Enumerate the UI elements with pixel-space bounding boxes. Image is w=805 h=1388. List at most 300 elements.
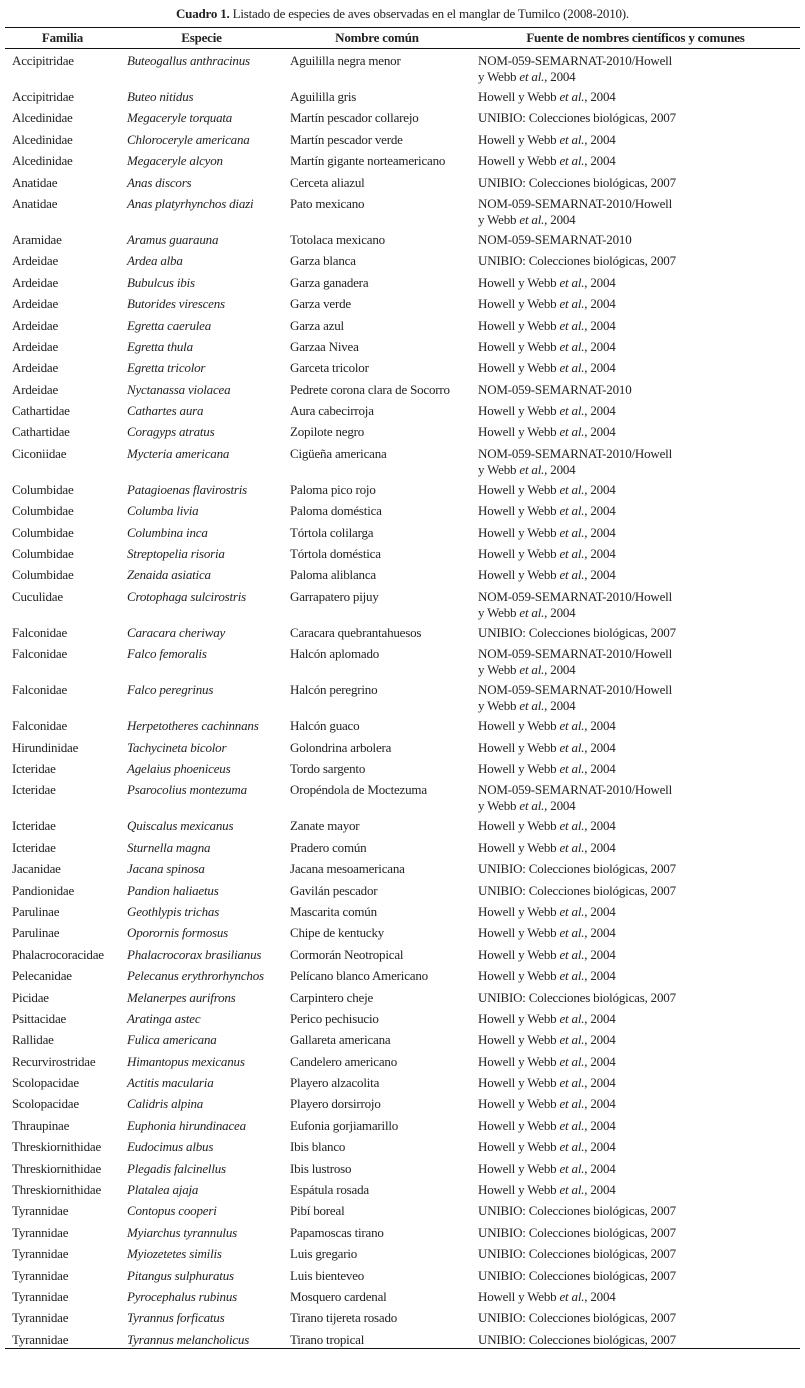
nombre-comun-cell: Luis bienteveo bbox=[290, 1267, 365, 1283]
familia-cell: Icteridae bbox=[12, 818, 56, 834]
especie-cell: Tyrannus melancholicus bbox=[127, 1331, 250, 1347]
fuente-cell: Howell y Webb et al., 2004 bbox=[478, 546, 616, 562]
fuente-cell: Howell y Webb et al., 2004 bbox=[478, 903, 616, 919]
nombre-comun-cell: Golondrina arbolera bbox=[290, 739, 392, 755]
fuente-cell: Howell y Webb et al., 2004 bbox=[478, 360, 616, 376]
fuente-cell: Howell y Webb et al., 2004 bbox=[478, 403, 616, 419]
fuente-cell: Howell y Webb et al., 2004 bbox=[478, 89, 616, 104]
et-al-text: et al. bbox=[559, 818, 585, 834]
nombre-comun-cell: Garza blanca bbox=[290, 253, 356, 269]
nombre-comun-cell: Papamoscas tirano bbox=[290, 1224, 384, 1240]
especie-cell: Herpetotheres cachinnans bbox=[127, 718, 259, 734]
especie-cell: Tyrannus forficatus bbox=[127, 1310, 225, 1326]
especie-cell: Bubulcus ibis bbox=[127, 274, 195, 290]
fuente-cell: NOM-059-SEMARNAT-2010 bbox=[478, 231, 632, 247]
fuente-cell: Howell y Webb et al., 2004 bbox=[478, 739, 616, 755]
fuente-cell: Howell y Webb et al., 2004 bbox=[478, 296, 616, 312]
especie-cell: Himantopus mexicanus bbox=[127, 1053, 245, 1069]
header-especie: Especie bbox=[181, 30, 222, 45]
especie-cell: Megaceryle alcyon bbox=[127, 153, 223, 169]
fuente-cell: Howell y Webb et al., 2004 bbox=[478, 1010, 616, 1026]
et-al-text: et al. bbox=[519, 662, 545, 678]
et-al-text: et al. bbox=[559, 1053, 585, 1069]
table-row bbox=[5, 420, 800, 441]
fuente-cell: UNIBIO: Colecciones biológicas, 2007 bbox=[478, 253, 676, 269]
table-row bbox=[5, 314, 800, 335]
fuente-cell: Howell y Webb et al., 2004 bbox=[478, 1075, 616, 1091]
nombre-comun-cell: Tórtola doméstica bbox=[290, 546, 381, 562]
familia-cell: Tyrannidae bbox=[12, 1331, 69, 1347]
fuente-cell: Howell y Webb et al., 2004 bbox=[478, 1288, 616, 1304]
table-row bbox=[5, 1242, 800, 1263]
nombre-comun-cell: Luis gregario bbox=[290, 1246, 358, 1262]
familia-cell: Aramidae bbox=[12, 231, 62, 247]
especie-cell: Agelaius phoeniceus bbox=[127, 760, 231, 776]
fuente-cell: UNIBIO: Colecciones biológicas, 2007 bbox=[478, 1246, 676, 1262]
nombre-comun-cell: Tirano tropical bbox=[290, 1331, 365, 1347]
fuente-cell: Howell y Webb et al., 2004 bbox=[478, 1053, 616, 1069]
et-al-text: et al. bbox=[559, 946, 585, 962]
familia-cell: Cuculidae bbox=[12, 588, 63, 604]
nombre-comun-cell: Aura cabecirroja bbox=[290, 403, 374, 419]
table-row bbox=[5, 714, 800, 735]
table-row bbox=[5, 292, 800, 313]
familia-cell: Ciconiidae bbox=[12, 445, 67, 461]
familia-cell: Columbidae bbox=[12, 524, 74, 540]
table-row bbox=[5, 836, 800, 857]
familia-cell: Columbidae bbox=[12, 546, 74, 562]
especie-cell: Buteogallus anthracinus bbox=[127, 53, 250, 68]
familia-cell: Pandionidae bbox=[12, 882, 75, 898]
et-al-text: et al. bbox=[519, 604, 545, 620]
familia-cell: Falconidae bbox=[12, 624, 68, 640]
familia-cell: Psittacidae bbox=[12, 1010, 67, 1026]
familia-cell: Icteridae bbox=[12, 839, 56, 855]
et-al-text: et al. bbox=[559, 1010, 585, 1026]
fuente-cell: Howell y Webb et al., 2004 bbox=[478, 946, 616, 962]
fuente-cell: Howell y Webb et al., 2004 bbox=[478, 338, 616, 354]
familia-cell: Ardeidae bbox=[12, 338, 59, 354]
familia-cell: Threskiornithidae bbox=[12, 1160, 102, 1176]
fuente-cell: UNIBIO: Colecciones biológicas, 2007 bbox=[478, 1310, 676, 1326]
fuente-cell: Howell y Webb et al., 2004 bbox=[478, 131, 616, 147]
et-al-text: et al. bbox=[559, 1096, 585, 1112]
et-al-text: et al. bbox=[559, 839, 585, 855]
familia-cell: Alcedinidae bbox=[12, 153, 73, 169]
nombre-comun-cell: Cerceta aliazul bbox=[290, 174, 365, 190]
caption-label: Cuadro 1. bbox=[175, 6, 230, 21]
fuente-cell: Howell y Webb et al., 2004 bbox=[478, 1160, 616, 1176]
especie-cell: Columba livia bbox=[127, 503, 199, 519]
fuente-cell: Howell y Webb et al., 2004 bbox=[478, 760, 616, 776]
table-row bbox=[5, 335, 800, 356]
table-row bbox=[5, 499, 800, 520]
table-row bbox=[5, 442, 800, 478]
table-row bbox=[5, 106, 800, 127]
table-row bbox=[5, 879, 800, 900]
nombre-comun-cell: Playero dorsirrojo bbox=[290, 1096, 381, 1112]
table-row bbox=[5, 1157, 800, 1178]
familia-cell: Ardeidae bbox=[12, 274, 59, 290]
nombre-comun-cell: Martín gigante norteamericano bbox=[290, 153, 446, 169]
especie-cell: Falco femoralis bbox=[127, 646, 207, 662]
table-row bbox=[5, 678, 800, 714]
fuente-cell: Howell y Webb et al., 2004 bbox=[478, 1182, 616, 1198]
table-row bbox=[5, 521, 800, 542]
especie-cell: Streptopelia risoria bbox=[127, 546, 225, 562]
fuente-cell: Howell y Webb et al., 2004 bbox=[478, 317, 616, 333]
especie-cell: Contopus cooperi bbox=[127, 1203, 217, 1219]
fuente-cell: Howell y Webb et al., 2004 bbox=[478, 1139, 616, 1155]
et-al-text: et al. bbox=[519, 798, 545, 814]
et-al-text: et al. bbox=[519, 69, 545, 84]
et-al-text: et al. bbox=[559, 567, 585, 583]
et-al-text: et al. bbox=[559, 360, 585, 376]
nombre-comun-cell: Mascarita común bbox=[290, 903, 377, 919]
familia-cell: Falconidae bbox=[12, 646, 68, 662]
nombre-comun-cell: Paloma pico rojo bbox=[290, 481, 376, 497]
familia-cell: Icteridae bbox=[12, 760, 56, 776]
fuente-cell: Howell y Webb et al., 2004 bbox=[478, 567, 616, 583]
et-al-text: et al. bbox=[559, 481, 585, 497]
nombre-comun-cell: Halcón guaco bbox=[290, 718, 360, 734]
table-row bbox=[5, 1114, 800, 1135]
et-al-text: et al. bbox=[559, 317, 585, 333]
table-row bbox=[5, 563, 800, 584]
et-al-text: et al. bbox=[559, 760, 585, 776]
table-header bbox=[5, 28, 800, 49]
especie-cell: Falco peregrinus bbox=[127, 682, 214, 698]
table-row bbox=[5, 778, 800, 814]
fuente-cell: Howell y Webb et al., 2004 bbox=[478, 524, 616, 540]
fuente-cell: Howell y Webb et al., 2004 bbox=[478, 503, 616, 519]
et-al-text: et al. bbox=[559, 296, 585, 312]
fuente-cell: Howell y Webb et al., 2004 bbox=[478, 274, 616, 290]
especie-cell: Myiozetetes similis bbox=[127, 1246, 222, 1262]
especie-cell: Psarocolius montezuma bbox=[127, 782, 247, 798]
fuente-cell: NOM-059-SEMARNAT-2010/Howell y Webb et al., 2004 bbox=[478, 588, 672, 620]
nombre-comun-cell: Garrapatero pijuy bbox=[290, 588, 379, 604]
nombre-comun-cell: Garceta tricolor bbox=[290, 360, 369, 376]
especie-cell: Megaceryle torquata bbox=[127, 110, 233, 126]
nombre-comun-cell: Zopilote negro bbox=[290, 424, 365, 440]
table-row bbox=[5, 228, 800, 249]
nombre-comun-cell: Candelero americano bbox=[290, 1053, 398, 1069]
header-nombre-comun: Nombre común bbox=[335, 30, 419, 45]
table-row bbox=[5, 85, 800, 106]
fuente-cell: UNIBIO: Colecciones biológicas, 2007 bbox=[478, 1224, 676, 1240]
fuente-cell: UNIBIO: Colecciones biológicas, 2007 bbox=[478, 624, 676, 640]
familia-cell: Tyrannidae bbox=[12, 1224, 69, 1240]
table-row bbox=[5, 149, 800, 170]
nombre-comun-cell: Caracara quebrantahuesos bbox=[290, 624, 422, 640]
familia-cell: Tyrannidae bbox=[12, 1246, 69, 1262]
especie-cell: Fulica americana bbox=[127, 1032, 217, 1048]
especie-cell: Cathartes aura bbox=[127, 403, 204, 419]
fuente-cell: NOM-059-SEMARNAT-2010/Howell y Webb et al., 2004 bbox=[478, 682, 672, 714]
familia-cell: Picidae bbox=[12, 989, 49, 1005]
et-al-text: et al. bbox=[559, 1160, 585, 1176]
table-row bbox=[5, 1285, 800, 1306]
et-al-text: et al. bbox=[559, 1182, 585, 1198]
et-al-text: et al. bbox=[559, 153, 585, 169]
et-al-text: et al. bbox=[559, 403, 585, 419]
fuente-cell: NOM-059-SEMARNAT-2010/Howell y Webb et al., 2004 bbox=[478, 782, 672, 814]
nombre-comun-cell: Pedrete corona clara de Socorro bbox=[290, 381, 450, 397]
nombre-comun-cell: Ibis blanco bbox=[290, 1139, 346, 1155]
table-row bbox=[5, 1264, 800, 1285]
especie-cell: Zenaida asiatica bbox=[127, 567, 211, 583]
especie-cell: Ardea alba bbox=[127, 253, 183, 269]
especie-cell: Aratinga astec bbox=[127, 1010, 201, 1026]
especie-cell: Mycteria americana bbox=[127, 445, 230, 461]
especie-cell: Anas discors bbox=[127, 174, 192, 190]
nombre-comun-cell: Pato mexicano bbox=[290, 195, 365, 211]
fuente-cell: Howell y Webb et al., 2004 bbox=[478, 839, 616, 855]
table-row bbox=[5, 1306, 800, 1327]
table-row bbox=[5, 249, 800, 270]
et-al-text: et al. bbox=[559, 338, 585, 354]
table-row bbox=[5, 1221, 800, 1242]
table-row bbox=[5, 986, 800, 1007]
table-row bbox=[5, 171, 800, 192]
familia-cell: Rallidae bbox=[12, 1032, 54, 1048]
table-row bbox=[5, 1092, 800, 1113]
et-al-text: et al. bbox=[559, 524, 585, 540]
fuente-cell: UNIBIO: Colecciones biológicas, 2007 bbox=[478, 174, 676, 190]
fuente-cell: UNIBIO: Colecciones biológicas, 2007 bbox=[478, 861, 676, 877]
especie-cell: Caracara cheriway bbox=[127, 624, 226, 640]
fuente-cell: NOM-059-SEMARNAT-2010/Howell y Webb et al., 2004 bbox=[478, 53, 672, 84]
nombre-comun-cell: Mosquero cardenal bbox=[290, 1288, 387, 1304]
et-al-text: et al. bbox=[559, 546, 585, 562]
especie-cell: Pelecanus erythrorhynchos bbox=[127, 968, 264, 984]
nombre-comun-cell: Jacana mesoamericana bbox=[290, 861, 405, 877]
familia-cell: Ardeidae bbox=[12, 360, 59, 376]
familia-cell: Tyrannidae bbox=[12, 1267, 69, 1283]
especie-cell: Euphonia hirundinacea bbox=[127, 1117, 246, 1133]
et-al-text: et al. bbox=[559, 1075, 585, 1091]
table-row bbox=[5, 621, 800, 642]
et-al-text: et al. bbox=[519, 698, 545, 714]
familia-cell: Ardeidae bbox=[12, 317, 59, 333]
especie-cell: Plegadis falcinellus bbox=[127, 1160, 226, 1176]
especie-cell: Egretta caerulea bbox=[127, 317, 212, 333]
fuente-cell: Howell y Webb et al., 2004 bbox=[478, 818, 616, 834]
especie-cell: Nyctanassa violacea bbox=[127, 381, 231, 397]
nombre-comun-cell: Paloma doméstica bbox=[290, 503, 382, 519]
table-row bbox=[5, 356, 800, 377]
fuente-cell: Howell y Webb et al., 2004 bbox=[478, 1117, 616, 1133]
nombre-comun-cell: Zanate mayor bbox=[290, 818, 360, 834]
familia-cell: Ardeidae bbox=[12, 253, 59, 269]
table-row bbox=[5, 478, 800, 499]
nombre-comun-cell: Garzaa Nivea bbox=[290, 338, 359, 354]
especie-cell: Pitangus sulphuratus bbox=[127, 1267, 234, 1283]
et-al-text: et al. bbox=[559, 503, 585, 519]
fuente-cell: Howell y Webb et al., 2004 bbox=[478, 153, 616, 169]
nombre-comun-cell: Espátula rosada bbox=[290, 1182, 369, 1198]
familia-cell: Anatidae bbox=[12, 174, 58, 190]
fuente-cell: UNIBIO: Colecciones biológicas, 2007 bbox=[478, 1267, 676, 1283]
table-row bbox=[5, 964, 800, 985]
nombre-comun-cell: Garza azul bbox=[290, 317, 344, 333]
nombre-comun-cell: Carpintero cheje bbox=[290, 989, 374, 1005]
especie-cell: Calidris alpina bbox=[127, 1096, 204, 1112]
especie-cell: Anas platyrhynchos diazi bbox=[127, 195, 254, 211]
table-row bbox=[5, 857, 800, 878]
nombre-comun-cell: Oropéndola de Moctezuma bbox=[290, 782, 427, 798]
familia-cell: Hirundinidae bbox=[12, 739, 79, 755]
familia-cell: Threskiornithidae bbox=[12, 1182, 102, 1198]
especie-cell: Tachycineta bicolor bbox=[127, 739, 227, 755]
nombre-comun-cell: Perico pechisucio bbox=[290, 1010, 379, 1026]
familia-cell: Recurvirostridae bbox=[12, 1053, 96, 1069]
et-al-text: et al. bbox=[559, 739, 585, 755]
caption-text: Listado de especies de aves observadas en el manglar de Tumilco (2008-2010). bbox=[229, 6, 629, 21]
table-row bbox=[5, 1050, 800, 1071]
especie-cell: Aramus guarauna bbox=[127, 231, 219, 247]
fuente-cell: NOM-059-SEMARNAT-2010/Howell y Webb et al., 2004 bbox=[478, 646, 672, 678]
table-row bbox=[5, 542, 800, 563]
fuente-cell: UNIBIO: Colecciones biológicas, 2007 bbox=[478, 1203, 676, 1219]
especie-cell: Myiarchus tyrannulus bbox=[127, 1224, 237, 1240]
et-al-text: et al. bbox=[559, 903, 585, 919]
header-familia: Familia bbox=[41, 30, 84, 45]
fuente-cell: Howell y Webb et al., 2004 bbox=[478, 925, 616, 941]
especie-cell: Melanerpes aurifrons bbox=[127, 989, 236, 1005]
familia-cell: Tyrannidae bbox=[12, 1310, 69, 1326]
familia-cell: Tyrannidae bbox=[12, 1203, 69, 1219]
especie-cell: Chloroceryle americana bbox=[127, 131, 250, 147]
especie-cell: Buteo nitidus bbox=[127, 89, 194, 104]
et-al-text: et al. bbox=[559, 89, 585, 104]
fuente-cell: Howell y Webb et al., 2004 bbox=[478, 481, 616, 497]
familia-cell: Ardeidae bbox=[12, 381, 59, 397]
familia-cell: Alcedinidae bbox=[12, 131, 73, 147]
especie-cell: Pyrocephalus rubinus bbox=[127, 1288, 237, 1304]
table-row bbox=[5, 736, 800, 757]
familia-cell: Columbidae bbox=[12, 567, 74, 583]
especie-cell: Coragyps atratus bbox=[127, 424, 215, 440]
familia-cell: Threskiornithidae bbox=[12, 1139, 102, 1155]
especie-cell: Phalacrocorax brasilianus bbox=[127, 946, 262, 962]
table-row bbox=[5, 192, 800, 228]
nombre-comun-cell: Paloma aliblanca bbox=[290, 567, 376, 583]
et-al-text: et al. bbox=[559, 1117, 585, 1133]
table-row bbox=[5, 1007, 800, 1028]
familia-cell: Anatidae bbox=[12, 195, 58, 211]
et-al-text: et al. bbox=[559, 1032, 585, 1048]
nombre-comun-cell: Eufonia gorjiamarillo bbox=[290, 1117, 399, 1133]
nombre-comun-cell: Garza verde bbox=[290, 296, 351, 312]
familia-cell: Ardeidae bbox=[12, 296, 59, 312]
nombre-comun-cell: Martín pescador collarejo bbox=[290, 110, 419, 126]
familia-cell: Parulinae bbox=[12, 925, 60, 941]
nombre-comun-cell: Aguililla gris bbox=[290, 89, 357, 104]
nombre-comun-cell: Martín pescador verde bbox=[290, 131, 403, 147]
table-row bbox=[5, 1199, 800, 1220]
table-row bbox=[5, 921, 800, 942]
familia-cell: Falconidae bbox=[12, 718, 68, 734]
especie-cell: Egretta tricolor bbox=[127, 360, 206, 376]
table-row bbox=[5, 49, 800, 86]
especie-cell: Sturnella magna bbox=[127, 839, 211, 855]
table-row bbox=[5, 642, 800, 678]
familia-cell: Cathartidae bbox=[12, 424, 70, 440]
fuente-cell: Howell y Webb et al., 2004 bbox=[478, 1032, 616, 1048]
fuente-cell: UNIBIO: Colecciones biológicas, 2007 bbox=[478, 989, 676, 1005]
table-row bbox=[5, 378, 800, 399]
familia-cell: Accipitridae bbox=[12, 53, 74, 68]
nombre-comun-cell: Cigüeña americana bbox=[290, 445, 387, 461]
nombre-comun-cell: Playero alzacolita bbox=[290, 1075, 380, 1091]
fuente-cell: UNIBIO: Colecciones biológicas, 2007 bbox=[478, 110, 676, 126]
familia-cell: Alcedinidae bbox=[12, 110, 73, 126]
fuente-cell: Howell y Webb et al., 2004 bbox=[478, 1096, 616, 1112]
nombre-comun-cell: Halcón peregrino bbox=[290, 682, 378, 698]
table-row bbox=[5, 585, 800, 621]
nombre-comun-cell: Tórtola colilarga bbox=[290, 524, 374, 540]
nombre-comun-cell: Ibis lustroso bbox=[290, 1160, 352, 1176]
table-row bbox=[5, 757, 800, 778]
header-fuente: Fuente de nombres científicos y comunes bbox=[526, 30, 745, 45]
header-row bbox=[5, 28, 800, 49]
nombre-comun-cell: Pradero común bbox=[290, 839, 367, 855]
et-al-text: et al. bbox=[519, 211, 545, 227]
familia-cell: Parulinae bbox=[12, 903, 60, 919]
species-table bbox=[5, 27, 800, 1349]
especie-cell: Actitis macularia bbox=[127, 1075, 214, 1091]
nombre-comun-cell: Gavilán pescador bbox=[290, 882, 378, 898]
fuente-cell: UNIBIO: Colecciones biológicas, 2007 bbox=[478, 1331, 676, 1347]
familia-cell: Falconidae bbox=[12, 682, 68, 698]
table-row bbox=[5, 1178, 800, 1199]
table-row bbox=[5, 814, 800, 835]
especie-cell: Columbina inca bbox=[127, 524, 208, 540]
nombre-comun-cell: Tirano tijereta rosado bbox=[290, 1310, 398, 1326]
et-al-text: et al. bbox=[559, 718, 585, 734]
table-caption bbox=[0, 6, 805, 22]
especie-cell: Geothlypis trichas bbox=[127, 903, 220, 919]
et-al-text: et al. bbox=[559, 131, 585, 147]
especie-cell: Crotophaga sulcirostris bbox=[127, 588, 247, 604]
nombre-comun-cell: Chipe de kentucky bbox=[290, 925, 385, 941]
fuente-cell: Howell y Webb et al., 2004 bbox=[478, 424, 616, 440]
familia-cell: Jacanidae bbox=[12, 861, 61, 877]
table-row bbox=[5, 1071, 800, 1092]
especie-cell: Platalea ajaja bbox=[127, 1182, 199, 1198]
fuente-cell: Howell y Webb et al., 2004 bbox=[478, 718, 616, 734]
especie-cell: Eudocimus albus bbox=[127, 1139, 214, 1155]
familia-cell: Thraupinae bbox=[12, 1117, 70, 1133]
et-al-text: et al. bbox=[559, 925, 585, 941]
table-row bbox=[5, 128, 800, 149]
especie-cell: Pandion haliaetus bbox=[127, 882, 219, 898]
table-row bbox=[5, 1135, 800, 1156]
et-al-text: et al. bbox=[559, 968, 585, 984]
nombre-comun-cell: Aguililla negra menor bbox=[290, 53, 401, 68]
fuente-cell: UNIBIO: Colecciones biológicas, 2007 bbox=[478, 882, 676, 898]
especie-cell: Oporornis formosus bbox=[127, 925, 229, 941]
table-row bbox=[5, 900, 800, 921]
familia-cell: Columbidae bbox=[12, 503, 74, 519]
table-row bbox=[5, 943, 800, 964]
et-al-text: et al. bbox=[559, 1139, 585, 1155]
nombre-comun-cell: Pelícano blanco Americano bbox=[290, 968, 428, 984]
familia-cell: Columbidae bbox=[12, 481, 74, 497]
et-al-text: et al. bbox=[559, 1288, 585, 1304]
